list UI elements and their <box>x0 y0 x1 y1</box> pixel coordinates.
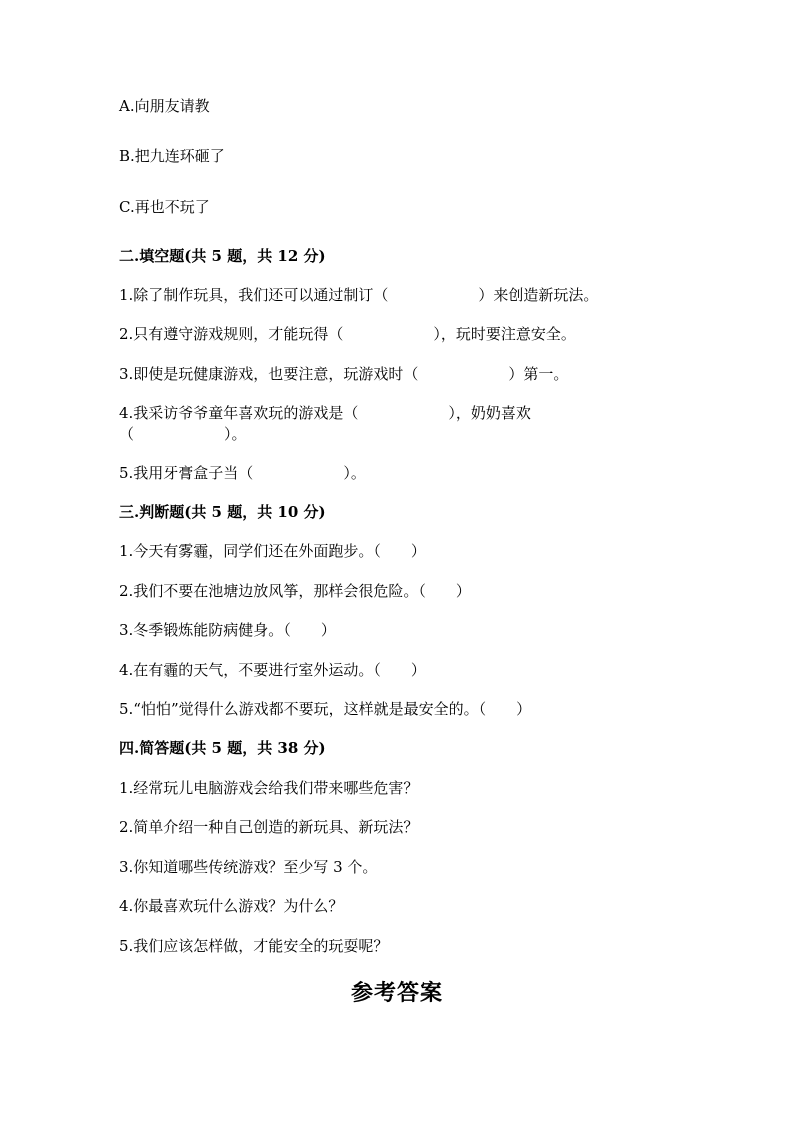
answer-key-title: 参考答案 <box>350 980 443 1006</box>
short-answer-question-4: 4.你最喜欢玩什么游戏？为什么？ <box>119 897 344 915</box>
fill-blank-question-3: 3.即使是玩健康游戏，也要注意，玩游戏时（ ）第一。 <box>119 365 569 383</box>
option-b: B.把九连环砸了 <box>119 147 225 165</box>
fill-blank-question-1: 1.除了制作玩具，我们还可以通过制订（ ）来创造新玩法。 <box>119 286 599 304</box>
short-answer-question-3: 3.你知道哪些传统游戏？至少写 3 个。 <box>119 858 378 876</box>
fill-blank-question-4-continued: （ ）。 <box>119 425 247 443</box>
true-false-question-1: 1.今天有雾霾，同学们还在外面跑步。（ ） <box>119 542 426 560</box>
section-heading-true-false: 三.判断题(共 5 题，共 10 分) <box>119 503 326 521</box>
short-answer-question-1: 1.经常玩儿电脑游戏会给我们带来哪些危害？ <box>119 779 419 797</box>
short-answer-question-5: 5.我们应该怎样做，才能安全的玩耍呢？ <box>119 937 389 955</box>
true-false-question-5: 5.“怕怕”觉得什么游戏都不要玩，这样就是最安全的。（ ） <box>119 700 532 718</box>
section-heading-fill-blank: 二.填空题(共 5 题，共 12 分) <box>119 247 326 265</box>
option-c: C.再也不玩了 <box>119 198 210 216</box>
fill-blank-question-5: 5.我用牙膏盒子当（ ）。 <box>119 464 366 482</box>
short-answer-question-2: 2.简单介绍一种自己创造的新玩具、新玩法？ <box>119 818 419 836</box>
fill-blank-question-2: 2.只有遵守游戏规则，才能玩得（ ），玩时要注意安全。 <box>119 325 576 343</box>
true-false-question-3: 3.冬季锻炼能防病健身。（ ） <box>119 621 336 639</box>
fill-blank-question-4: 4.我采访爷爷童年喜欢玩的游戏是（ ），奶奶喜欢 <box>119 404 531 422</box>
true-false-question-4: 4.在有霾的天气，不要进行室外运动。（ ） <box>119 661 426 679</box>
option-a: A.向朋友请教 <box>119 97 210 115</box>
section-heading-short-answer: 四.简答题(共 5 题，共 38 分) <box>119 739 326 757</box>
true-false-question-2: 2.我们不要在池塘边放风筝，那样会很危险。（ ） <box>119 582 471 600</box>
